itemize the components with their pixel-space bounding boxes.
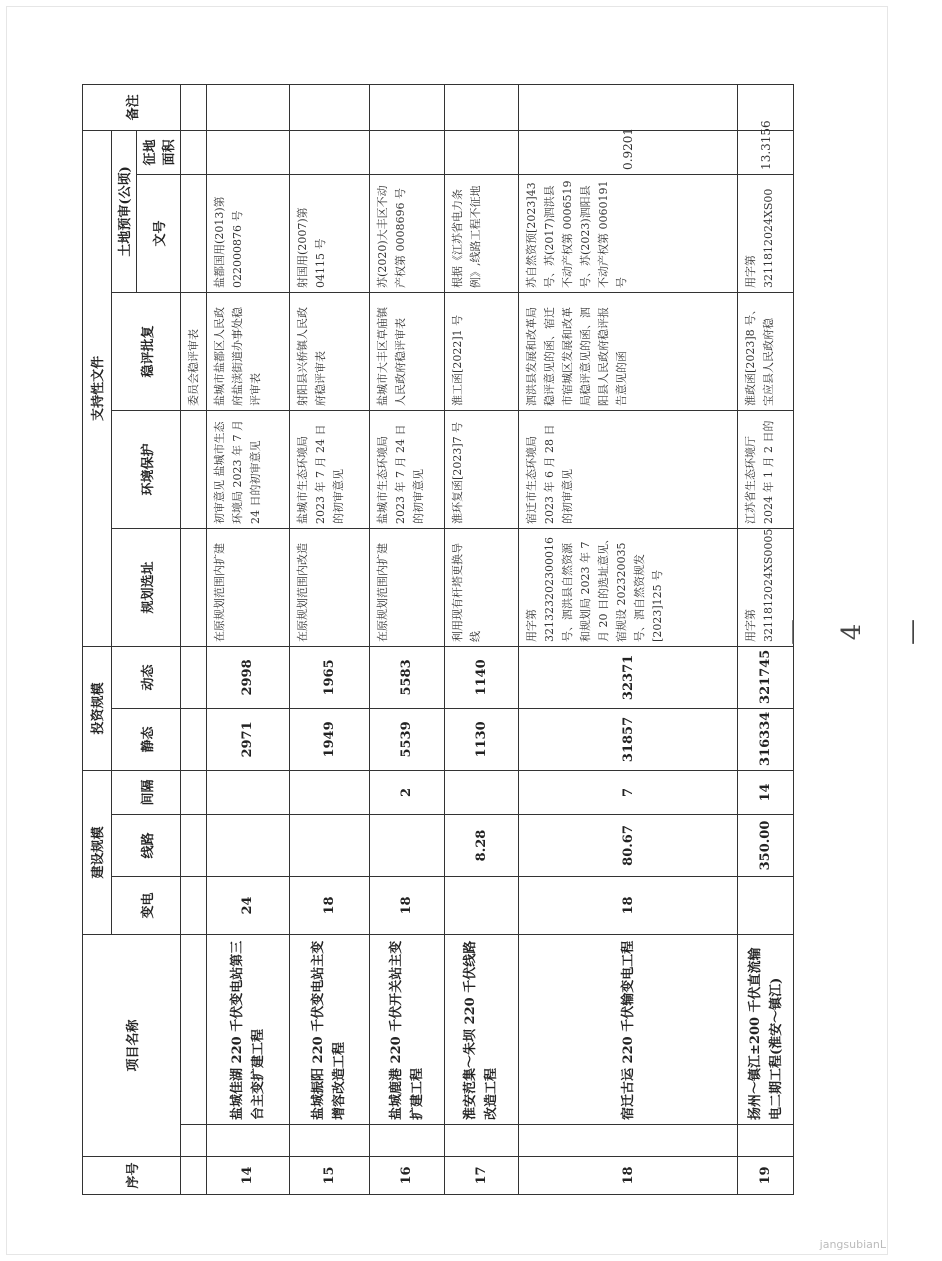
header-remark: 备注 [83,84,181,130]
cell-line [289,814,370,876]
cell-stability: 盐城市盐都区人民政府盐渎街道办事处稳评审表 [206,292,289,410]
cell-env: 宿迁市生态环境局 2023 年 6 月 28 日的初审意见 [519,410,738,528]
cell-dynamic: 5583 [370,646,444,708]
cell-bay: 2 [370,770,444,814]
table-row [444,84,518,1194]
header-planning: 规划选址 [111,528,180,646]
cell-stability: 委员会稳评审表 [181,292,207,410]
cell-env: 淮环复函[2023]7 号 [444,410,518,528]
cell-area [206,130,289,174]
header-line: 线路 [111,814,180,876]
table-row [206,84,289,1194]
cell-bay [289,770,370,814]
cell-remark [370,84,444,130]
cell-line [370,814,444,876]
watermark: jangsubianL [819,1238,886,1251]
table-row [519,84,738,1194]
cell-planning: 在原规划范围内扩建 [206,528,289,646]
cell-area [289,130,370,174]
cell-stability: 淮政函[2023]8 号、宝应县人民政府稳 [738,292,794,410]
cell-static: 1949 [289,708,370,770]
cell-area [370,130,444,174]
cell-substation: 18 [519,876,738,934]
header-build-scale: 建设规模 [83,770,112,934]
cell-bay: 14 [738,770,794,814]
cell-static: 2971 [206,708,289,770]
cell-line: 8.28 [444,814,518,876]
cell-area: 13.3156 [738,130,794,174]
cell-doc-no: 用字第 3211812024XS00 [738,174,794,292]
cell-doc-no: 盐都国用(2013)第 022000876 号 [206,174,289,292]
header-static: 静态 [111,708,180,770]
cell-line [206,814,289,876]
cell-area [444,130,518,174]
header-stability: 稳评批复 [111,292,180,410]
cell-static: 31857 [519,708,738,770]
document-table-rotated [82,85,794,1195]
table-row [370,84,444,1194]
project-table [82,84,794,1195]
cell-seq: 14 [206,1157,289,1195]
cell-substation [444,876,518,934]
cell-line: 80.67 [519,814,738,876]
cell-bay [444,770,518,814]
cell-substation [738,876,794,934]
header-support-docs: 支持性文件 [83,130,112,646]
cell-stability: 盐城市大丰区草庙镇人民政府稳评审表 [370,292,444,410]
cell-seq: 16 [370,1157,444,1195]
cell-env: 初审意见 盐城市生态环境局 2023 年 7 月 24 日的初审意见 [206,410,289,528]
cell-name: 扬州～镇江±200 千伏直流输电二期工程(淮安～镇江) [738,934,794,1124]
cell-planning: 在原规划范围内扩建 [370,528,444,646]
cell-dynamic: 1140 [444,646,518,708]
table-row-continued [181,84,207,1194]
cell-dynamic: 32371 [519,646,738,708]
cell-doc-no: 射国用(2007)第 04115 号 [289,174,370,292]
cell-static: 5539 [370,708,444,770]
cell-substation: 18 [370,876,444,934]
cell-stability: 淮工函[2022]1 号 [444,292,518,410]
cell-substation: 18 [289,876,370,934]
cell-name: 盐城振阳 220 千伏变电站主变增容改造工程 [289,934,370,1124]
cell-stability: 泗洪县发展和改革局稳评意见的函、宿迁市宿城区发展和改革局稳评意见的函、泗阳县人民政府稳评报告意见的函 [519,292,738,410]
page-number: —4— [777,619,927,645]
cell-area: 0.9201 [519,130,738,174]
cell-remark [206,84,289,130]
cell-env: 盐城市生态环境局 2023 年 7 月 24 日的初审意见 [289,410,370,528]
cell-name: 淮安范集～朱坝 220 千伏线路改造工程 [444,934,518,1124]
cell-planning: 用字第 3211812024XS0005 [738,528,794,646]
cell-planning: 用字第 321323202300016 号、泗洪县自然资源和规划局 2023 年 7 月 20 日的选址意见、宿规设 202320035 号、泗自然资规发[2023]125 号 [519,528,738,646]
cell-dynamic: 321745 [738,646,794,708]
cell-doc-no: 根据《江苏省电力条例》,线路工程不征地 [444,174,518,292]
cell-line: 350.00 [738,814,794,876]
cell-remark [444,84,518,130]
cell-doc-no: 苏自然资预[2023]43 号、苏(2017)泗洪县不动产权第 0006519 号、苏(2023)泗阳县不动产权第 0060191 号 [519,174,738,292]
cell-doc-no: 苏(2020)大丰区不动产权第 0008696 号 [370,174,444,292]
cell-bay: 7 [519,770,738,814]
cell-planning: 利用现有杆塔更换导线 [444,528,518,646]
cell-static: 1130 [444,708,518,770]
cell-bay [206,770,289,814]
cell-env: 江苏省生态环境厅 2024 年 1 月 2 日的 [738,410,794,528]
cell-env: 盐城市生态环境局 2023 年 7 月 24 日的初审意见 [370,410,444,528]
header-area: 征地面积 [136,130,180,174]
header-bay: 间隔 [111,770,180,814]
cell-name: 宿迁古运 220 千伏输变电工程 [519,934,738,1124]
cell-remark [289,84,370,130]
header-seq: 序号 [83,1157,181,1195]
table-row [289,84,370,1194]
cell-static: 316334 [738,708,794,770]
cell-seq: 19 [738,1157,794,1195]
cell-seq: 17 [444,1157,518,1195]
cell-stability: 射阳县兴桥镇人民政府稳评审表 [289,292,370,410]
cell-dynamic: 2998 [206,646,289,708]
cell-seq: 15 [289,1157,370,1195]
header-substation: 变电 [111,876,180,934]
cell-substation: 24 [206,876,289,934]
header-env: 环境保护 [111,410,180,528]
cell-seq: 18 [519,1157,738,1195]
header-name: 项目名称 [83,934,181,1156]
header-dynamic: 动态 [111,646,180,708]
cell-name: 盐城佳湖 220 千伏变电站第三台主变扩建工程 [206,934,289,1124]
cell-planning: 在原规划范围内改造 [289,528,370,646]
cell-name: 盐城鹿港 220 千伏开关站主变扩建工程 [370,934,444,1124]
header-invest-scale: 投资规模 [83,646,112,770]
cell-remark [519,84,738,130]
header-land: 土地预审(公顷) [111,130,136,292]
cell-dynamic: 1965 [289,646,370,708]
header-doc-no: 文号 [136,174,180,292]
